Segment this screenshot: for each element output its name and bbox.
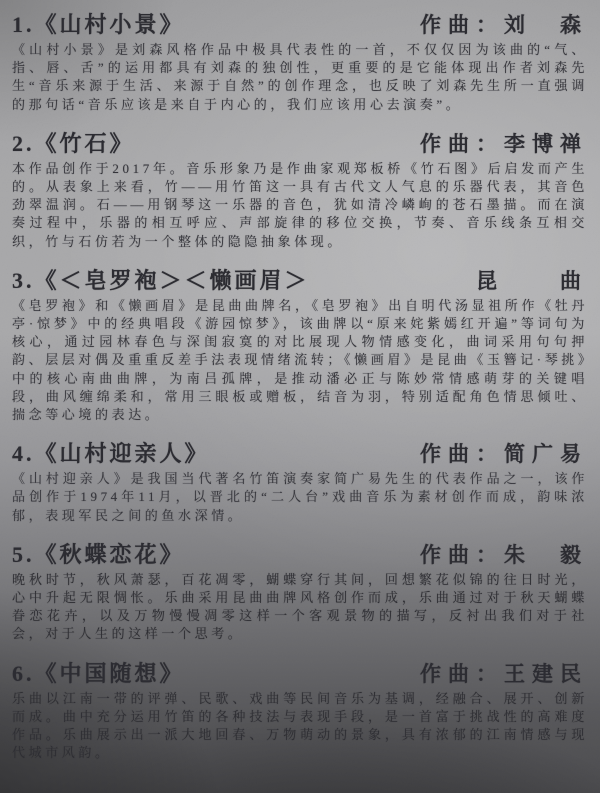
piece-section-1 bbox=[12, 8, 588, 114]
piece-composer: 作曲：朱 毅 bbox=[420, 542, 588, 567]
piece-description: 《山村迎亲人》是我国当代著名竹笛演奏家简广易先生的代表作品之一，该作品创作于1974年11月，以晋北的“二人台”戏曲音乐为素材创作而成，韵味浓郁，表现军民之间的鱼水深情。 bbox=[12, 471, 588, 523]
piece-header bbox=[12, 657, 588, 688]
piece-description: 晚秋时节，秋风萧瑟，百花凋零，蝴蝶穿行其间，回想繁花似锦的往日时光，心中升起无限惆怅。乐曲采用昆曲曲牌风格创作而成，乐曲通过对于秋天蝴蝶眷恋花卉，以及万物慢慢凋零这样一个客观景物的描写，反衬出我们对于社会，对于人生的这样一个思考。 bbox=[12, 571, 588, 642]
piece-section-5 bbox=[12, 538, 588, 644]
piece-title: 5.《秋蝶恋花》 bbox=[12, 541, 185, 567]
piece-header bbox=[12, 8, 588, 39]
piece-title: 4.《山村迎亲人》 bbox=[12, 441, 210, 467]
piece-description: 《皂罗袍》和《懒画眉》是昆曲曲牌名，《皂罗袍》出自明代汤显祖所作《牡丹亭·惊梦》中的经典唱段《游园惊梦》，该曲牌以“原来姹紫嫣红开遍”等词句为核心，通过园林春色与深闺寂寞的对比展现人物情感变化，曲词采用句句押韵、层层对偶及重重反差手法表现情绪流转；《懒画眉》是昆曲《玉簪记·琴挑》中的核心南曲曲牌，为南吕孤牌，是推动潘必正与陈妙常情感萌芽的关键唱段，曲风缠绵柔和，常用三眼板或赠板，结音为羽，特别适配角色情思倾吐、揣念等心境的表达。 bbox=[12, 297, 588, 423]
piece-composer: 作曲：刘 森 bbox=[420, 13, 588, 37]
piece-composer: 作曲：王建民 bbox=[420, 661, 588, 686]
piece-description: 乐曲以江南一带的评弹、民歌、戏曲等民间音乐为基调，经融合、展开、创新而成。曲中充分运用竹笛的各种技法与表现手段，是一首富于挑战性的高难度作品。乐曲展示出一派大地回春、万物萌动的景象，具有浓郁的江南情感与现代城市风韵。 bbox=[12, 690, 588, 761]
piece-description: 《山村小景》是刘森风格作品中极具代表性的一首，不仅仅因为该曲的“气、指、唇、舌”的运用都具有刘森的独创性，更重要的是它能体现出作者刘森先生“音乐来源于生活、来源于自然”的创作理念，也反映了刘森先生所一直强调的那句话“音乐应该是来自于内心的，我们应该用心去演奏”。 bbox=[12, 42, 588, 112]
piece-description: 本作品创作于2017年。音乐形象乃是作曲家观郑板桥《竹石图》后启发而产生的。从表象上来看，竹——用竹笛这一具有古代文人气息的乐器代表，其音色劲翠温润。石——用钢琴这一乐器的音色，犹如清冷嶙峋的苍石墨描。而在演奏过程中，乐器的相互呼应、声部旋律的移位交换，节奏、音乐线条互相交织，竹与石仿若为一个整体的隐隐抽象体现。 bbox=[12, 160, 588, 249]
piece-composer: 作曲：李博禅 bbox=[420, 131, 588, 156]
piece-header bbox=[12, 127, 588, 158]
piece-title: 2.《竹石》 bbox=[12, 130, 135, 156]
piece-header bbox=[12, 264, 588, 295]
piece-section-2 bbox=[12, 127, 588, 251]
piece-section-6 bbox=[12, 657, 588, 763]
piece-title: 3.《＜皂罗袍＞＜懒画眉＞ bbox=[12, 267, 310, 293]
piece-composer: 作曲：简广易 bbox=[420, 442, 588, 467]
piece-section-4 bbox=[12, 437, 588, 525]
piece-genre-label: 昆 曲 bbox=[476, 268, 588, 293]
piece-section-3 bbox=[12, 264, 588, 424]
piece-title: 1.《山村小景》 bbox=[12, 12, 185, 37]
piece-title: 6.《中国随想》 bbox=[12, 660, 185, 686]
piece-header bbox=[12, 538, 588, 569]
piece-header bbox=[12, 437, 588, 468]
